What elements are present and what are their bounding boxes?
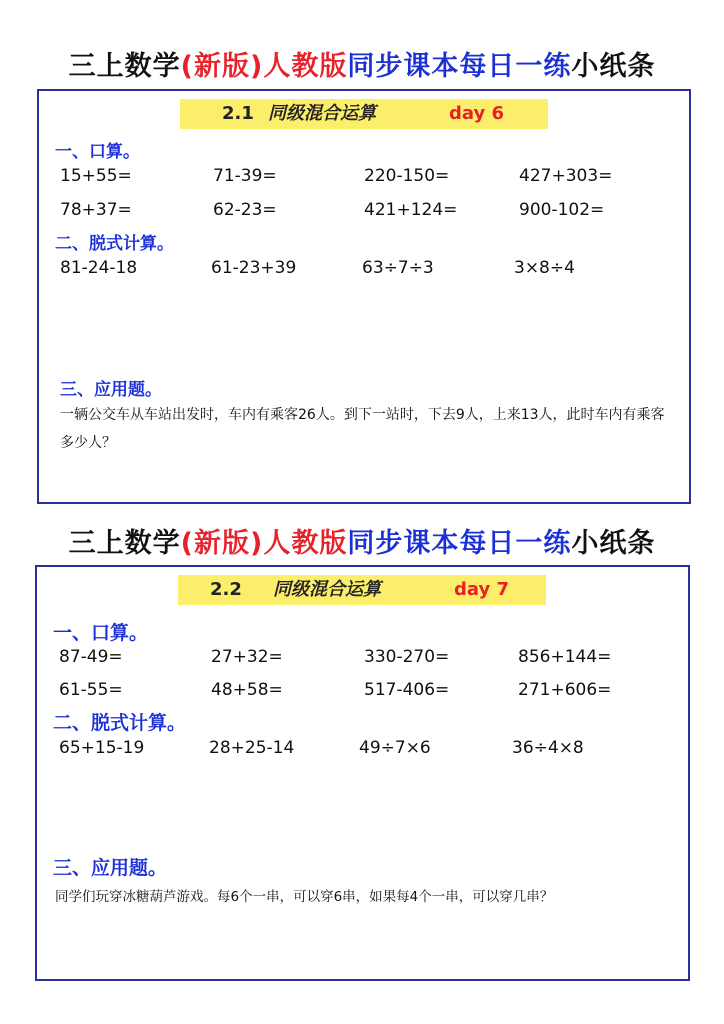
day-label: day 7 <box>454 579 510 600</box>
section-stepwise-heading: 二、脱式计算。 <box>55 234 174 254</box>
word-problem-text: 一辆公交车从车站出发时，车内有乘客26人。到下一站时，下去9人，上来13人，此时车内有乘客多少人？ <box>60 407 665 451</box>
stepwise-expression: 65+15-19 <box>59 738 145 758</box>
section-oral-calc-heading: 一、口算。 <box>53 622 149 644</box>
word-problem-text: 同学们玩穿冰糖葫芦游戏。每6个一串，可以穿6串，如果每4个一串，可以穿几串？ <box>55 889 554 905</box>
oral-expression: 62-23= <box>213 200 277 220</box>
stepwise-expression: 3×8÷4 <box>514 258 575 278</box>
lesson-number: 2.2 <box>210 579 242 600</box>
page-title <box>0 44 724 83</box>
oral-expression: 87-49= <box>59 647 123 667</box>
lesson-topic: 同级混合运算 <box>273 579 381 600</box>
lesson-banner <box>178 575 546 605</box>
section-word-problem-heading: 三、应用题。 <box>53 857 168 879</box>
oral-expression: 48+58= <box>211 680 283 700</box>
section-stepwise-heading: 二、脱式计算。 <box>53 712 187 734</box>
section-word-problem-heading: 三、应用题。 <box>60 380 162 400</box>
day-label: day 6 <box>449 103 505 124</box>
oral-expression: 71-39= <box>213 166 277 186</box>
worksheet-card-day7 <box>35 565 690 981</box>
oral-expression: 427+303= <box>519 166 613 186</box>
title-part-subject: 三上数学 <box>68 51 181 82</box>
oral-expression: 517-406= <box>364 680 450 700</box>
oral-expression: 27+32= <box>211 647 283 667</box>
title-part-edition: (新版)人教版 <box>180 51 348 82</box>
oral-expression: 421+124= <box>364 200 458 220</box>
stepwise-expression: 36÷4×8 <box>512 738 584 758</box>
title-part-subject: 三上数学 <box>68 528 181 559</box>
oral-expression: 271+606= <box>518 680 612 700</box>
stepwise-expression: 81-24-18 <box>60 258 138 278</box>
title-part-slip: 小纸条 <box>571 51 656 82</box>
lesson-number: 2.1 <box>222 103 254 124</box>
oral-expression: 220-150= <box>364 166 450 186</box>
stepwise-expression: 49÷7×6 <box>359 738 431 758</box>
oral-expression: 15+55= <box>60 166 132 186</box>
title-part-edition: (新版)人教版 <box>180 528 348 559</box>
stepwise-expression: 61-23+39 <box>211 258 297 278</box>
oral-expression: 78+37= <box>60 200 132 220</box>
title-part-series: 同步课本每日一练 <box>347 528 572 559</box>
lesson-topic: 同级混合运算 <box>268 103 376 124</box>
title-part-slip: 小纸条 <box>571 528 656 559</box>
stepwise-expression: 28+25-14 <box>209 738 295 758</box>
worksheet-card-day6 <box>37 89 691 504</box>
oral-expression: 856+144= <box>518 647 612 667</box>
section-oral-calc-heading: 一、口算。 <box>55 142 140 162</box>
oral-expression: 330-270= <box>364 647 450 667</box>
title-part-series: 同步课本每日一练 <box>347 51 572 82</box>
stepwise-expression: 63÷7÷3 <box>362 258 434 278</box>
oral-expression: 900-102= <box>519 200 605 220</box>
lesson-banner <box>180 99 548 129</box>
page-title <box>0 521 724 560</box>
oral-expression: 61-55= <box>59 680 123 700</box>
